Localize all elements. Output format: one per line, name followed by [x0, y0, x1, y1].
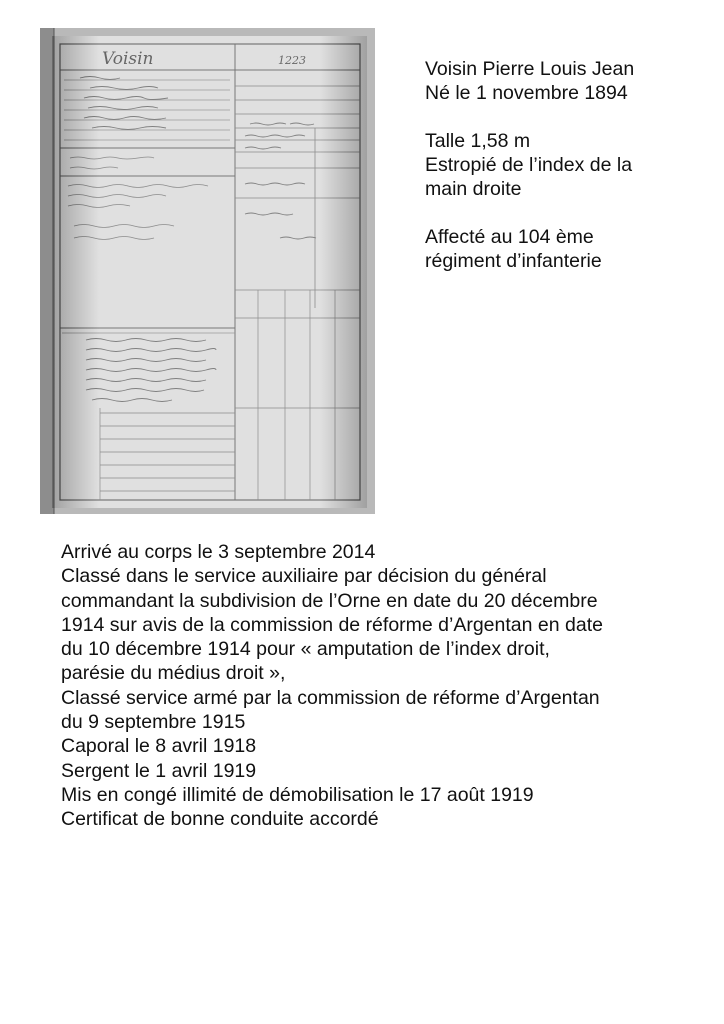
assignment-block [425, 225, 715, 273]
service-note: Certificat de bonne conduite accordé [61, 808, 379, 831]
birth-date: Né le 1 novembre 1894 [425, 82, 628, 104]
assignment-line-1: Affecté au 104 ème [425, 226, 594, 248]
service-history [61, 540, 711, 832]
service-note: parésie du médius droit », [61, 662, 286, 685]
service-note: Arrivé au corps le 3 septembre 2014 [61, 541, 376, 563]
injury-line-2: main droite [425, 178, 522, 200]
service-note: 1914 sur avis de la commission de réforme d’Argentan en date [61, 613, 603, 636]
full-name: Voisin Pierre Louis Jean [425, 58, 635, 80]
height: Talle 1,58 m [425, 130, 531, 152]
soldier-summary [425, 57, 715, 297]
physical-block [425, 129, 715, 201]
handwritten-surname: Voisin [102, 49, 154, 69]
service-note: Classé dans le service auxiliaire par décision du général [61, 565, 547, 588]
service-note: Mis en congé illimité de démobilisation le 17 août 1919 [61, 783, 534, 806]
scanned-military-record [40, 28, 375, 514]
service-note: commandant la subdivision de l’Orne en date du 20 décembre [61, 589, 598, 612]
handwritten-register-number: 1223 [278, 54, 306, 67]
injury-line-1: Estropié de l’index de la [425, 154, 633, 176]
service-note: du 10 décembre 1914 pour « amputation de l’index droit, [61, 638, 550, 661]
service-note: Sergent le 1 avril 1919 [61, 759, 257, 782]
record-scan-image [40, 28, 375, 514]
assignment-line-2: régiment d’infanterie [425, 250, 602, 272]
service-note: Caporal le 8 avril 1918 [61, 735, 257, 758]
identity-block [425, 57, 715, 105]
service-note: Classé service armé par la commission de réforme d’Argentan [61, 686, 600, 709]
service-note: du 9 septembre 1915 [61, 711, 246, 734]
